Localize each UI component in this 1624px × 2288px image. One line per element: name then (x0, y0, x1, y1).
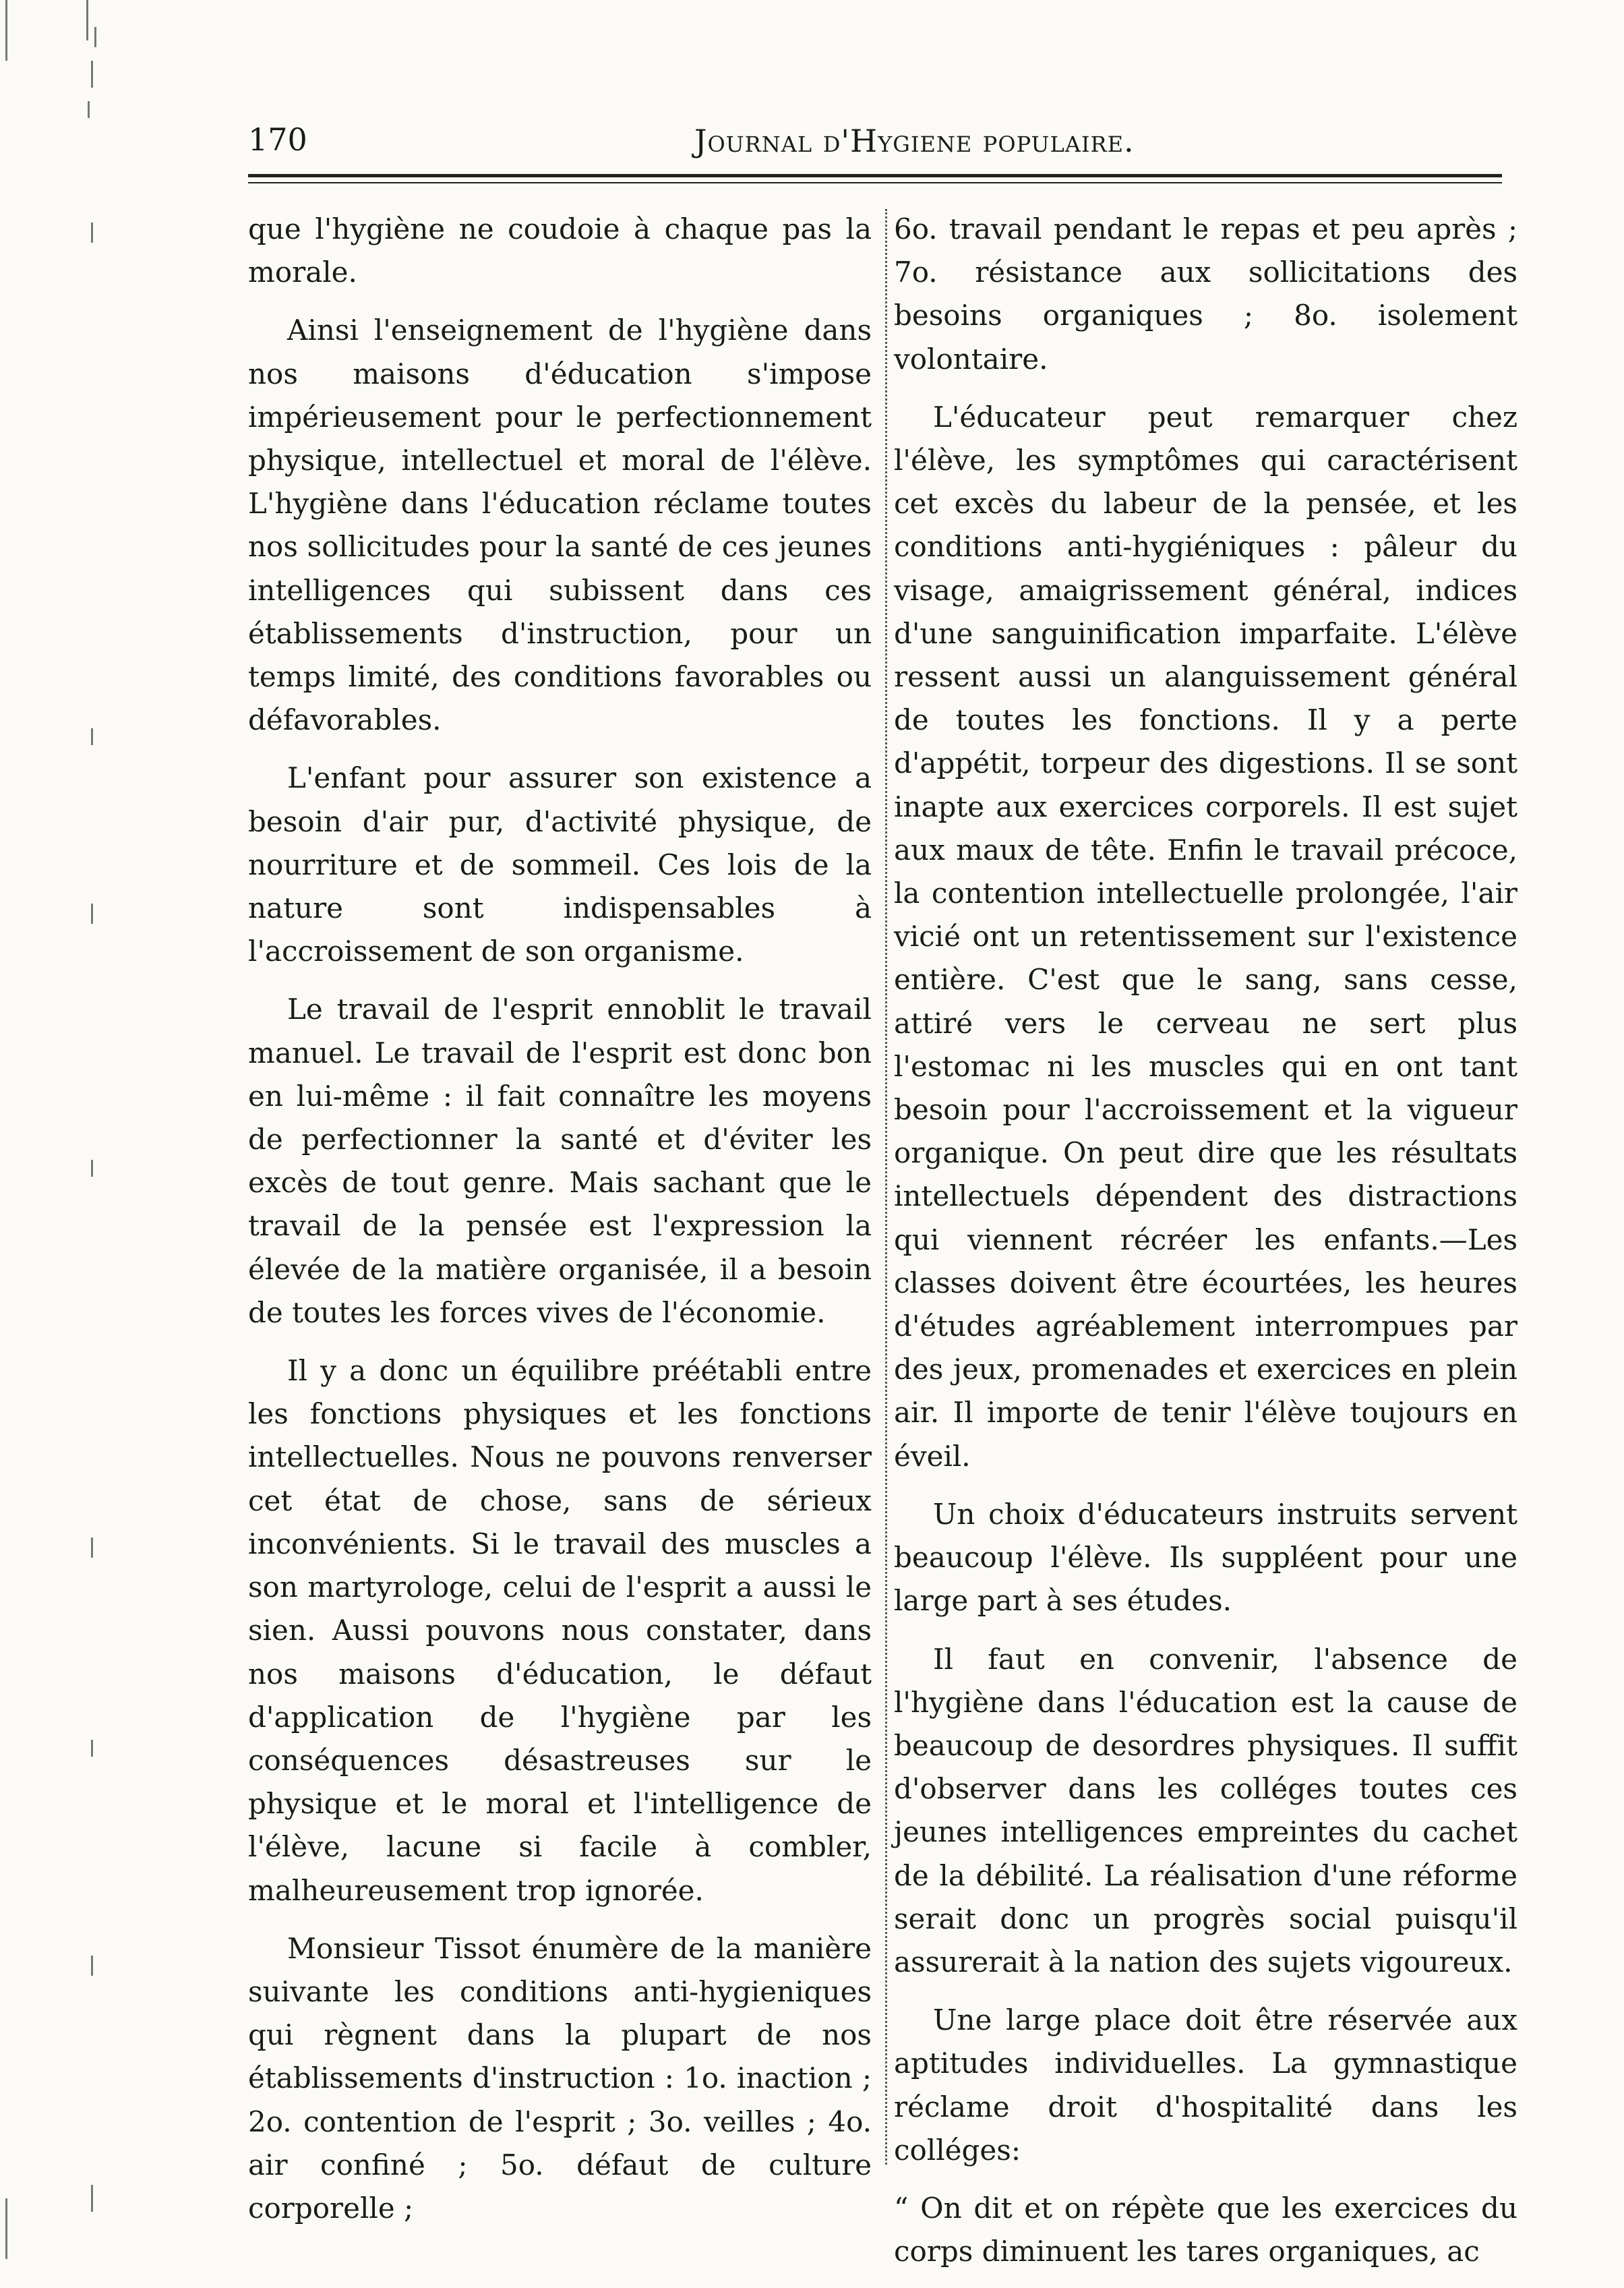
paragraph: que l'hygiène ne coudoie à chaque pas la morale. (248, 212, 872, 289)
paragraph: 6o. travail pendant le repas et peu après ; 7o. résistance aux sollicitations des besoins organiques ; 8o. isolement volontaire. (894, 212, 1517, 376)
right-column (894, 208, 1517, 2288)
page-edge-marks (0, 0, 54, 2274)
paragraph: Il y a donc un équilibre préétabli entre les fonctions physiques et les fonctions intellectuelles. Nous ne pouvons renverser cet état de chose, sans de sérieux inconvénients. Si le travail des muscles a son martyrologe, celui de l'esprit a aussi le sien. Aussi pouvons nous constater, dans nos maisons d'éducation, le défaut d'application de l'hygiène par les conséquences désastreuses sur le physique et le moral et l'intelligence de l'élève, lacune si facile à combler, malheureusement trop ignorée. (248, 1354, 872, 1907)
paragraph: Une large place doit être réservée aux aptitudes individuelles. La gymnastique réclame droit d'hospitalité dans les colléges: (894, 2003, 1517, 2167)
running-title: Journal d'Hygiene populaire. (694, 123, 1135, 159)
paragraph: Ainsi l'enseignement de l'hygiène dans nos maisons d'éducation s'impose impérieusement pour le perfectionnement physique, intellectuel et moral de l'élève. L'hygiène dans l'éducation réclame toutes nos sollicitudes pour la santé de ces jeunes intelligences qui subissent dans ces établissements d'instruction, pour un temps limité, des conditions favorables ou défavorables. (248, 314, 872, 737)
paragraph: Monsieur Tissot énumère de la manière suivante les conditions anti-hygieniques qui règnent dans la plupart de nos établissements d'instruction : 1o. inaction ; 2o. contention de l'esprit ; 3o. veilles ; 4o. air confiné ; 5o. défaut de culture corporelle ; (248, 1931, 872, 2225)
paragraph: L'éducateur peut remarquer chez l'élève, les symptômes qui caractérisent cet excès du labeur de la pensée, et les conditions anti-hygiéniques : pâleur du visage, amaigrissement général, indices d'une sanguinification imparfaite. L'élève ressent aussi un alanguissement général de toutes les fonctions. Il y a perte d'appétit, torpeur des digestions. Il se sont inapte aux exercices corporels. Il est sujet aux maux de tête. Enfin le travail précoce, la contention intellectuelle prolongée, l'air vicié ont un retentissement sur l'existence entière. C'est que le sang, sans cesse, attiré vers le cerveau ne sert plus l'estomac ni les muscles qui en ont tant besoin pour l'accroissement et la vigueur organique. On peut dire que les résultats intellectuels dépendent des distractions qui viennent récréer les enfants.—Les classes doivent être écourtées, les heures d'études agréablement interrompues par des jeux, promenades et exercices en plein air. Il importe de tenir l'élève toujours en éveil. (894, 400, 1517, 1473)
paragraph: “ On dit et on répète que les exercices du corps diminuent les tares organiques, ac (894, 2191, 1517, 2268)
paragraph: Le travail de l'esprit ennoblit le travail manuel. Le travail de l'esprit est donc bon en lui-même : il fait connaître les moyens de perfectionner la santé et d'éviter les excès de tout genre. Mais sachant que le travail de la pensée est l'expression la élevée de la matière organisée, il a besoin de toutes les forces vives de l'économie. (248, 993, 872, 1329)
column-divider (885, 209, 887, 2165)
header-rule-thin (248, 182, 1502, 183)
paragraph: Il faut en convenir, l'absence de l'hygiène dans l'éducation est la cause de beaucoup de desordres physiques. Il suffit d'observer dans les colléges toutes ces jeunes intelligences empreintes du cachet de la débilité. La réalisation d'une réforme serait donc un progrès social puisqu'il assurerait à la nation des sujets vigoureux. (894, 1642, 1517, 1978)
header-rule-thick (248, 174, 1502, 177)
left-column (248, 208, 872, 2245)
page-number: 170 (248, 121, 307, 158)
paragraph: Un choix d'éducateurs instruits servent beaucoup l'élève. Ils suppléent pour une large part à ses études. (894, 1497, 1517, 1618)
paragraph: L'enfant pour assurer son existence a besoin d'air pur, d'activité physique, de nourriture et de sommeil. Ces lois de la nature sont indispensables à l'accroissement de son organisme. (248, 761, 872, 968)
